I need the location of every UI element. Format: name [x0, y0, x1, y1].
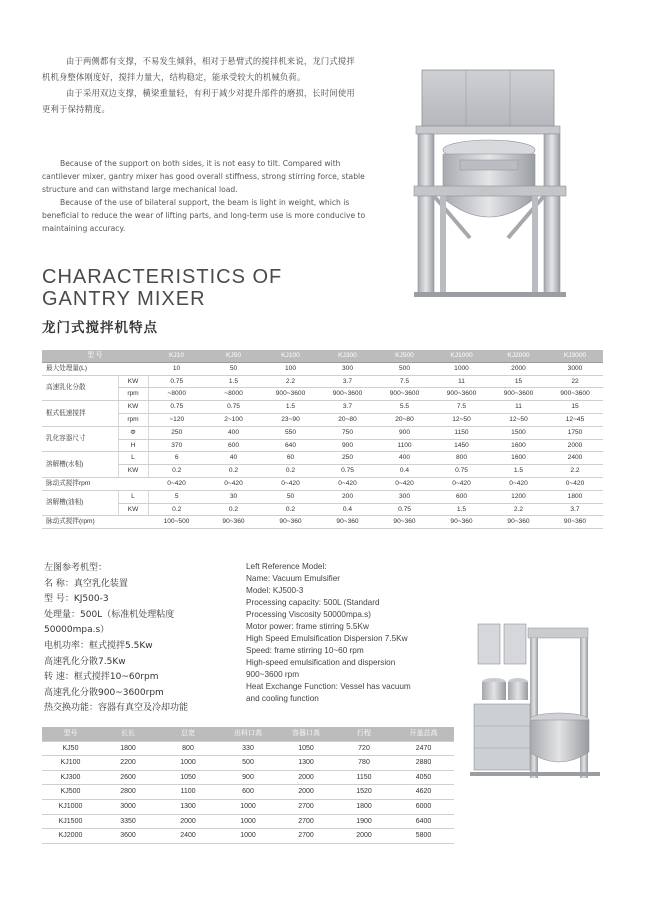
spec-cell: 90~360	[262, 516, 319, 529]
spec-table-row	[42, 452, 603, 465]
dim-cell: 900	[219, 770, 277, 785]
spec-cell: 400	[205, 426, 262, 439]
spec-cell: 90~360	[319, 516, 376, 529]
spec-cell: 1000	[433, 362, 490, 375]
dim-cell: 1100	[157, 785, 219, 800]
dim-table-row	[42, 770, 454, 785]
spec-table-row	[42, 413, 603, 426]
spec-cell: 400	[376, 452, 433, 465]
spec-table-row	[42, 388, 603, 401]
spec-cell: 0.75	[376, 503, 433, 516]
dim-cell: 2000	[157, 814, 219, 829]
spec-cell: 40	[205, 452, 262, 465]
spec-cell: 1.5	[433, 503, 490, 516]
intro-en-paragraph-2: Because of the use of bilateral support, the beam is light in weight, which is beneficial to reduce the wear of lifting parts, and long-term use is more conducive to maintaining accuracy.	[42, 198, 366, 233]
dim-cell: 2470	[393, 741, 454, 756]
spec-cell: 900	[319, 439, 376, 452]
dim-cell: 1000	[219, 829, 277, 844]
reference-en-line: High Speed Emulsification Dispersion 7.5Kw	[246, 634, 408, 643]
dim-cell: 1300	[277, 756, 335, 771]
spec-cell: 500	[376, 362, 433, 375]
spec-cell: 1.5	[490, 465, 547, 478]
spec-cell: 0.75	[433, 465, 490, 478]
spec-cell: 0.4	[376, 465, 433, 478]
vacuum-emulsifier-illustration	[470, 622, 610, 782]
spec-cell: 3.7	[547, 503, 603, 516]
spec-cell: 300	[376, 490, 433, 503]
spec-cell: 0.2	[262, 465, 319, 478]
intro-cn	[42, 53, 362, 117]
dim-cell: 6000	[393, 799, 454, 814]
spec-cell: 250	[319, 452, 376, 465]
dim-cell: 1300	[157, 799, 219, 814]
dim-header-col: 长长	[99, 727, 157, 741]
reference-en	[246, 561, 461, 705]
spec-cell: 50	[205, 362, 262, 375]
spec-cell: 23~90	[262, 413, 319, 426]
spec-cell: 30	[205, 490, 262, 503]
spec-cell: 0.2	[205, 465, 262, 478]
dim-table-row	[42, 785, 454, 800]
spec-cell: 20~80	[319, 413, 376, 426]
spec-cell: 15	[547, 401, 603, 414]
dim-cell: KJ2000	[42, 829, 99, 844]
spec-cell: 900~3600	[490, 388, 547, 401]
spec-row-label: 最大处理量(L)	[42, 362, 148, 375]
dim-cell: 1050	[277, 741, 335, 756]
spec-cell: 0~420	[490, 477, 547, 490]
reference-cn-line: 热交换功能：容器有真空及冷却功能	[44, 703, 189, 714]
spec-table-row	[42, 362, 603, 375]
spec-cell: 11	[433, 375, 490, 388]
dim-cell: 780	[335, 756, 393, 771]
spec-cell: 7.5	[376, 375, 433, 388]
spec-cell: 5	[148, 490, 205, 503]
spec-cell: 100	[262, 362, 319, 375]
spec-cell: 900~3600	[547, 388, 603, 401]
dim-cell: 1000	[157, 756, 219, 771]
reference-en-line: Processing Viscosity 50000mpa.s)	[246, 610, 371, 619]
intro-cn-paragraph-2: 由于采用双边支撑，横梁重量轻，有利于减少对提升部件的磨损，长时间使用更利于保持精度。	[42, 88, 355, 114]
reference-en-line: 900~3600 rpm	[246, 670, 300, 679]
spec-row-unit: H	[118, 439, 148, 452]
spec-cell: 0~420	[376, 477, 433, 490]
reference-en-line: Processing capacity: 500L (Standard	[246, 598, 380, 607]
spec-cell: 1200	[490, 490, 547, 503]
intro-en-paragraph-1: Because of the support on both sides, it is not easy to tilt. Compared with cantilever mixer, gantry mixer has good overall stiffness, strong stirring force, stable structure and can withstand large mechanical load.	[42, 159, 365, 194]
spec-cell: 900	[376, 426, 433, 439]
dim-cell: KJ500	[42, 785, 99, 800]
reference-en-line: Model: KJ500-3	[246, 586, 304, 595]
dim-cell: KJ300	[42, 770, 99, 785]
spec-table-row	[42, 375, 603, 388]
spec-cell: 0.75	[148, 375, 205, 388]
reference-en-line: and cooling function	[246, 694, 319, 703]
reference-cn	[44, 561, 244, 717]
spec-row-label: 乳化容器尺寸	[42, 426, 118, 452]
dim-cell: 5800	[393, 829, 454, 844]
section-title	[42, 266, 282, 336]
dim-cell: 3350	[99, 814, 157, 829]
spec-cell: 900~3600	[262, 388, 319, 401]
spec-cell: 200	[319, 490, 376, 503]
dim-cell: 6400	[393, 814, 454, 829]
spec-cell: 0~420	[205, 477, 262, 490]
spec-cell: 0~420	[547, 477, 603, 490]
dim-table-row	[42, 814, 454, 829]
spec-row-unit: KW	[118, 401, 148, 414]
spec-row-unit: KW	[118, 465, 148, 478]
dim-table-header	[42, 727, 454, 741]
spec-cell: 900~3600	[433, 388, 490, 401]
spec-cell: 0~420	[262, 477, 319, 490]
spec-cell: 50	[262, 490, 319, 503]
spec-cell: 2.2	[547, 465, 603, 478]
dim-header-col: 开盖总高	[393, 727, 454, 741]
spec-cell: 90~360	[547, 516, 603, 529]
reference-cn-line: 50000mpa.s）	[44, 625, 110, 636]
spec-row-label: 高速乳化分散	[42, 375, 118, 401]
spec-table-row	[42, 503, 603, 516]
spec-header-col: KJ300	[319, 350, 376, 362]
intro-cn-paragraph-1: 由于两侧都有支撑，不易发生倾斜，相对于悬臂式的搅拌机来说，龙门式搅拌机机身整体刚度好，搅拌力量大，结构稳定，能承受较大的机械负荷。	[42, 56, 355, 82]
spec-row-unit: rpm	[118, 388, 148, 401]
spec-cell: 600	[205, 439, 262, 452]
spec-row-unit: L	[118, 490, 148, 503]
spec-cell: 5.5	[376, 401, 433, 414]
spec-cell: 1750	[547, 426, 603, 439]
spec-header-col: KJ2000	[490, 350, 547, 362]
spec-cell: 0.2	[148, 503, 205, 516]
spec-cell: ~120	[148, 413, 205, 426]
dim-cell: 2700	[277, 814, 335, 829]
reference-cn-line: 高速乳化分散7.5Kw	[44, 656, 126, 667]
reference-cn-line: 型 号：KJ500-3	[44, 594, 109, 605]
spec-cell: 0.75	[205, 401, 262, 414]
spec-cell: 7.5	[433, 401, 490, 414]
dim-cell: 1520	[335, 785, 393, 800]
reference-en-line: Name: Vacuum Emulsifier	[246, 574, 341, 583]
spec-table	[42, 350, 603, 529]
spec-header-model: 型 号	[42, 350, 148, 362]
dim-table-row	[42, 829, 454, 844]
spec-table-row	[42, 490, 603, 503]
reference-en-line: High-speed emulsification and dispersion	[246, 658, 396, 667]
spec-cell: 1600	[490, 452, 547, 465]
spec-cell: 60	[262, 452, 319, 465]
spec-table-row	[42, 516, 603, 529]
spec-header-col: KJ500	[376, 350, 433, 362]
dim-cell: KJ1000	[42, 799, 99, 814]
spec-cell: 1150	[433, 426, 490, 439]
spec-cell: 2400	[547, 452, 603, 465]
spec-header-col: KJ3000	[547, 350, 603, 362]
dim-cell: 1000	[219, 814, 277, 829]
spec-cell: 2.2	[262, 375, 319, 388]
dim-header-col: 容器口高	[277, 727, 335, 741]
spec-cell: 1450	[433, 439, 490, 452]
dim-cell: 2600	[99, 770, 157, 785]
spec-row-label: 框式低速搅拌	[42, 401, 118, 427]
spec-table-row	[42, 401, 603, 414]
spec-cell: 10	[148, 362, 205, 375]
dim-cell: 2700	[277, 799, 335, 814]
reference-en-line: Motor power: frame stirring 5.5Kw	[246, 622, 369, 631]
spec-row-unit: Φ	[118, 426, 148, 439]
dim-cell: 2880	[393, 756, 454, 771]
spec-cell: 90~360	[433, 516, 490, 529]
spec-row-label: 脉动式搅拌(rpm)	[42, 516, 148, 529]
spec-cell: 90~360	[205, 516, 262, 529]
spec-header-col: KJ10	[148, 350, 205, 362]
dim-cell: KJ50	[42, 741, 99, 756]
spec-row-unit: KW	[118, 375, 148, 388]
title-en-line-2: GANTRY MIXER	[42, 288, 206, 310]
dim-cell: 330	[219, 741, 277, 756]
dim-table-row	[42, 799, 454, 814]
dim-header-col: 出料口高	[219, 727, 277, 741]
dim-cell: 3600	[99, 829, 157, 844]
spec-cell: 0.75	[148, 401, 205, 414]
reference-cn-line: 转 速：框式搅拌10~60rpm	[44, 672, 159, 683]
spec-header-col: KJ100	[262, 350, 319, 362]
dim-cell: 2000	[277, 770, 335, 785]
spec-row-label: 溶解槽(水相)	[42, 452, 118, 478]
spec-cell: 0.2	[262, 503, 319, 516]
spec-cell: 250	[148, 426, 205, 439]
dim-cell: 1050	[157, 770, 219, 785]
spec-cell: 0.4	[319, 503, 376, 516]
spec-cell: 0.2	[148, 465, 205, 478]
dim-table-row	[42, 741, 454, 756]
spec-cell: 6	[148, 452, 205, 465]
spec-cell: 12~50	[433, 413, 490, 426]
spec-table-row	[42, 426, 603, 439]
reference-cn-line: 高速乳化分散900~3600rpm	[44, 687, 164, 698]
spec-cell: 1.5	[262, 401, 319, 414]
dim-table-row	[42, 756, 454, 771]
spec-cell: 1100	[376, 439, 433, 452]
spec-cell: ~8000	[148, 388, 205, 401]
dim-cell: 2000	[277, 785, 335, 800]
spec-cell: 2000	[547, 439, 603, 452]
dim-header-col: 型号	[42, 727, 99, 741]
spec-cell: 22	[547, 375, 603, 388]
spec-cell: 900~3600	[319, 388, 376, 401]
spec-row-unit: KW	[118, 503, 148, 516]
spec-row-unit: rpm	[118, 413, 148, 426]
gantry-mixer-illustration	[410, 68, 570, 300]
spec-table-row	[42, 477, 603, 490]
dim-cell: 2800	[99, 785, 157, 800]
dim-cell: 3000	[99, 799, 157, 814]
dimension-table	[42, 727, 454, 844]
spec-cell: 0~420	[319, 477, 376, 490]
dim-cell: 1800	[335, 799, 393, 814]
spec-cell: 550	[262, 426, 319, 439]
spec-header-col: KJ1000	[433, 350, 490, 362]
spec-cell: 0.2	[205, 503, 262, 516]
dim-cell: 2200	[99, 756, 157, 771]
spec-cell: 2.2	[490, 503, 547, 516]
spec-cell: ~8000	[205, 388, 262, 401]
dim-cell: 2400	[157, 829, 219, 844]
spec-cell: 11	[490, 401, 547, 414]
intro-en	[42, 157, 372, 235]
spec-cell: 1600	[490, 439, 547, 452]
spec-cell: 100~500	[148, 516, 205, 529]
spec-cell: 15	[490, 375, 547, 388]
spec-cell: 90~360	[490, 516, 547, 529]
dim-cell: 2700	[277, 829, 335, 844]
reference-cn-line: 左图参考机型：	[44, 563, 108, 573]
spec-cell: 800	[433, 452, 490, 465]
dim-cell: 600	[219, 785, 277, 800]
dim-cell: KJ1500	[42, 814, 99, 829]
dim-cell: 4620	[393, 785, 454, 800]
spec-cell: 1500	[490, 426, 547, 439]
reference-cn-line: 名 称：真空乳化装置	[44, 578, 128, 589]
dim-cell: 800	[157, 741, 219, 756]
spec-cell: 12~50	[490, 413, 547, 426]
spec-cell: 2000	[490, 362, 547, 375]
dim-cell: KJ100	[42, 756, 99, 771]
spec-cell: 750	[319, 426, 376, 439]
spec-cell: 370	[148, 439, 205, 452]
dim-cell: 500	[219, 756, 277, 771]
spec-row-label: 溶解槽(油相)	[42, 490, 118, 516]
spec-cell: 0.75	[319, 465, 376, 478]
spec-cell: 2~100	[205, 413, 262, 426]
reference-en-line: Left Reference Model:	[246, 562, 327, 571]
spec-cell: 900~3600	[376, 388, 433, 401]
spec-cell: 3000	[547, 362, 603, 375]
spec-table-row	[42, 439, 603, 452]
spec-cell: 90~360	[376, 516, 433, 529]
reference-cn-line: 电机功率：框式搅拌5.5Kw	[44, 640, 153, 651]
reference-en-line: Heat Exchange Function: Vessel has vacuum	[246, 682, 411, 691]
spec-cell: 600	[433, 490, 490, 503]
dim-cell: 2000	[335, 829, 393, 844]
dim-cell: 1900	[335, 814, 393, 829]
spec-cell: 3.7	[319, 401, 376, 414]
title-cn: 龙门式搅拌机特点	[42, 320, 158, 336]
spec-cell: 300	[319, 362, 376, 375]
dim-cell: 1000	[219, 799, 277, 814]
spec-cell: 20~80	[376, 413, 433, 426]
spec-cell: 1800	[547, 490, 603, 503]
dim-header-col: 总宽	[157, 727, 219, 741]
spec-row-label: 脉动式搅拌rpm	[42, 477, 148, 490]
spec-cell: 1.5	[205, 375, 262, 388]
dim-cell: 4050	[393, 770, 454, 785]
spec-cell: 3.7	[319, 375, 376, 388]
spec-row-unit: L	[118, 452, 148, 465]
title-en-line-1: CHARACTERISTICS OF	[42, 266, 283, 288]
spec-table-row	[42, 465, 603, 478]
spec-table-header	[42, 350, 603, 362]
spec-cell: 0~420	[433, 477, 490, 490]
reference-cn-line: 处理量：500L（标准机处理粘度	[44, 609, 175, 620]
spec-header-col: KJ50	[205, 350, 262, 362]
dim-cell: 1150	[335, 770, 393, 785]
spec-cell: 12~45	[547, 413, 603, 426]
reference-en-line: Speed: frame stirring 10~60 rpm	[246, 646, 364, 655]
spec-cell: 640	[262, 439, 319, 452]
spec-cell: 0~420	[148, 477, 205, 490]
dim-cell: 720	[335, 741, 393, 756]
dim-header-col: 行程	[335, 727, 393, 741]
dim-cell: 1800	[99, 741, 157, 756]
